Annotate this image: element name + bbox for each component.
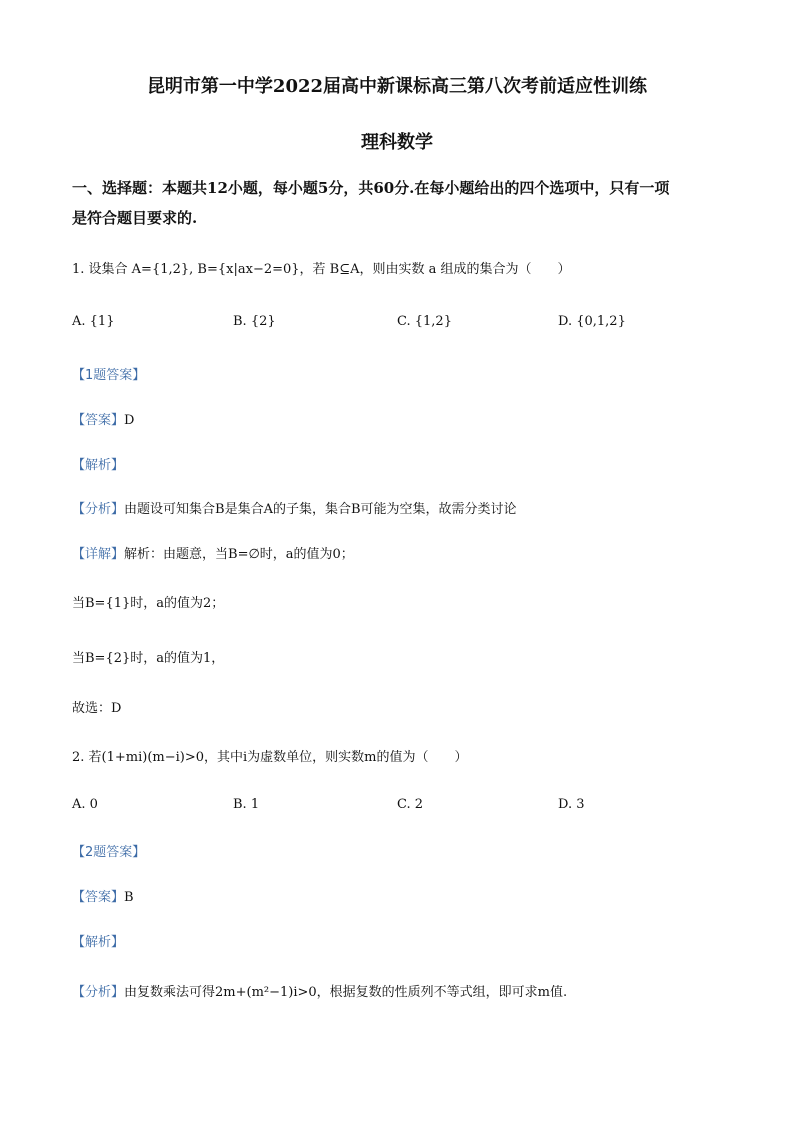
- fenxi-text: 由题设可知集合B是集合A的子集，集合B可能为空集，故需分类讨论: [124, 502, 517, 517]
- question-2-answer: [72, 886, 134, 905]
- question-2-stem: 2. 若(1+mi)(m−i)>0，其中i为虚数单位，则实数m的值为（ ）: [72, 750, 468, 765]
- answer-value: D: [124, 413, 135, 428]
- question-2-option-d: D. 3: [558, 797, 585, 812]
- question-1-stem: 1. 设集合 A={1,2}, B={x|ax−2=0}，若 B⊆A，则由实数 a 组成的集合为（ ）: [72, 262, 571, 277]
- answer-label: 【答案】: [72, 413, 125, 428]
- question-1-fenxi: [72, 498, 517, 517]
- page-subtitle: 理科数学: [361, 132, 433, 153]
- question-2-analysis-tag: 【解析】: [72, 935, 125, 950]
- question-2-option-a: A. 0: [72, 797, 98, 812]
- section-heading-line2: 是符合题目要求的.: [72, 209, 198, 227]
- question-1-answer-tag: 【1题答案】: [72, 368, 146, 383]
- section-heading-line1: 一、选择题：本题共12小题，每小题5分，共60分.在每小题给出的四个选项中，只有一项: [72, 179, 670, 197]
- question-1-answer: [72, 409, 134, 428]
- question-2-fenxi: [72, 981, 567, 1000]
- question-1-analysis-tag: 【解析】: [72, 458, 125, 473]
- question-1-option-b: B. {2}: [233, 314, 276, 329]
- question-1-option-a: A. {1}: [72, 314, 115, 329]
- question-2-option-b: B. 1: [233, 797, 260, 812]
- answer-value: B: [124, 890, 134, 905]
- question-1-case-3: 当B={2}时，a的值为1，: [72, 651, 225, 666]
- question-1-conclusion: 故选：D: [72, 701, 122, 716]
- page-title: 昆明市第一中学2022届高中新课标高三第八次考前适应性训练: [146, 76, 648, 97]
- xiangjie-label: 【详解】: [72, 547, 125, 562]
- fenxi-label: 【分析】: [72, 985, 125, 1000]
- xiangjie-text: 解析：由题意，当B=∅时，a的值为0；: [124, 547, 354, 562]
- question-1-case-2: 当B={1}时，a的值为2；: [72, 596, 225, 611]
- question-2-answer-tag: 【2题答案】: [72, 845, 146, 860]
- question-1-option-d: D. {0,1,2}: [558, 314, 626, 329]
- fenxi-label: 【分析】: [72, 502, 125, 517]
- question-2-option-c: C. 2: [397, 797, 424, 812]
- answer-label: 【答案】: [72, 890, 125, 905]
- question-1-xiangjie: [72, 543, 354, 562]
- fenxi-text: 由复数乘法可得2m+(m²−1)i>0，根据复数的性质列不等式组，即可求m值.: [124, 985, 568, 1000]
- question-1-option-c: C. {1,2}: [397, 314, 452, 329]
